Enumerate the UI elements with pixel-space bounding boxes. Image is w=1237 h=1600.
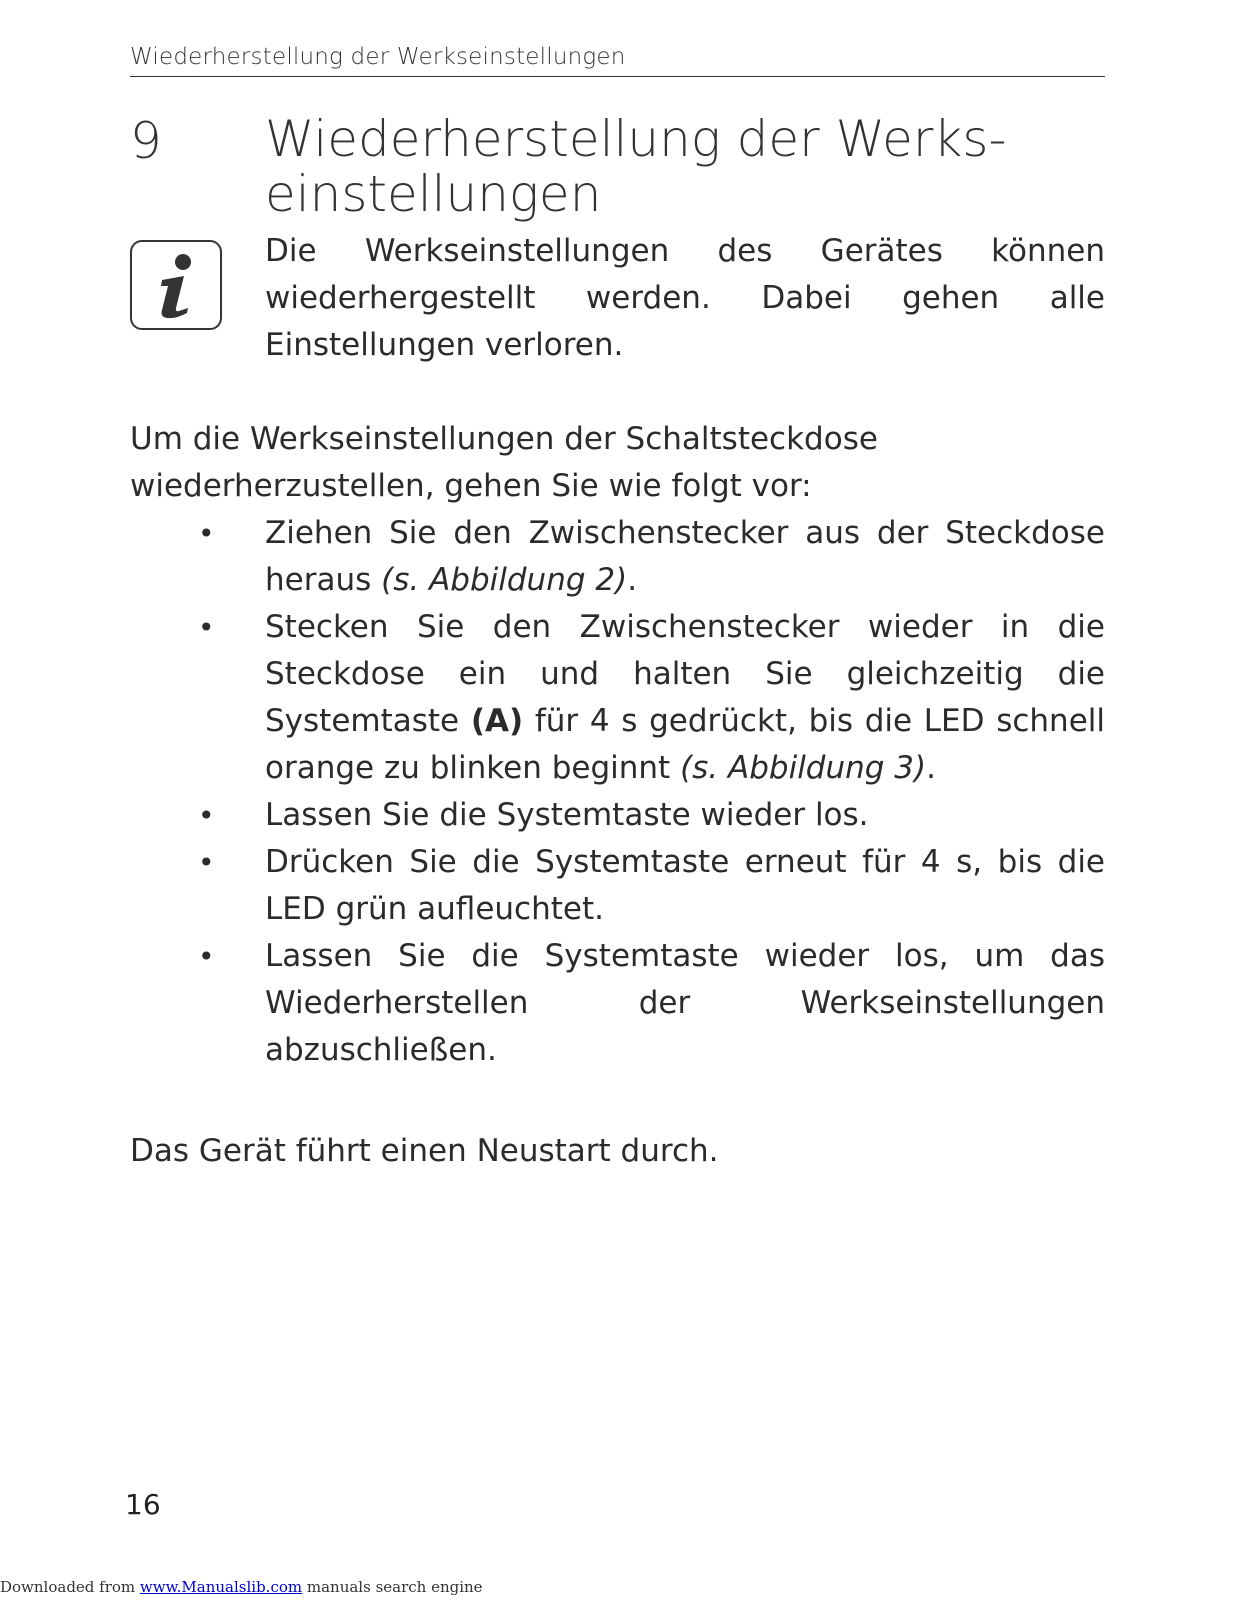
running-head: Wiederherstellung der Werkseinstellungen	[130, 44, 626, 70]
step-text: Ziehen Sie den Zwischenstecker aus der Steckdose heraus	[265, 515, 1105, 598]
chapter-title-line-2: einstellungen	[265, 165, 602, 223]
bullet: •	[198, 517, 215, 550]
chapter-number: 9	[130, 112, 162, 170]
step-text: Drücken Sie die Systemtaste erneut für 4 s, bis die LED grün aufleuchtet.	[265, 844, 1105, 927]
step-tail: .	[926, 750, 936, 786]
download-note-prefix: Downloaded from	[0, 1578, 140, 1596]
download-note-suffix: manuals search engine	[302, 1578, 483, 1596]
step-text: Lassen Sie die Systemtaste wieder los.	[265, 797, 869, 833]
download-note	[0, 1578, 483, 1596]
list-item	[130, 792, 1105, 839]
bullet: •	[198, 846, 215, 879]
list-item	[130, 604, 1105, 792]
info-icon	[130, 240, 222, 330]
header-rule	[130, 76, 1105, 77]
figure-reference: (s. Abbildung 3)	[680, 750, 927, 786]
list-item	[130, 933, 1105, 1074]
figure-reference: (s. Abbildung 2)	[381, 562, 628, 598]
steps-list	[130, 510, 1105, 1074]
page-number: 16	[125, 1488, 161, 1521]
key-label: (A)	[470, 703, 524, 739]
info-note-text: Die Werkseinstellungen des Gerätes können wiederhergestellt werden. Dabei gehen alle Einstellungen verloren.	[265, 233, 1105, 363]
step-text: für 4 s gedrückt, bis die LED schnell orange zu blinken beginnt	[265, 703, 1105, 786]
step-text: Stecken Sie den Zwischenstecker wieder in die Steckdose ein und halten Sie gleichzeitig die Systemtaste	[265, 609, 1105, 739]
intro-paragraph: Um die Werkseinstellungen der Schaltsteckdose wiederherzustellen, gehen Sie wie folgt vor:	[130, 421, 878, 504]
list-item	[130, 839, 1105, 933]
bullet: •	[198, 611, 215, 644]
chapter-title-line-1: Wiederherstellung der Werks-	[265, 110, 1007, 168]
manualslib-link[interactable]: www.Manualslib.com	[139, 1578, 303, 1596]
info-glyph-icon	[132, 242, 220, 328]
step-text: Lassen Sie die Systemtaste wieder los, um das Wiederherstellen der Werkseinstellungen abzuschließen.	[265, 938, 1105, 1068]
bullet: •	[198, 799, 215, 832]
closing-paragraph: Das Gerät führt einen Neustart durch.	[130, 1133, 719, 1169]
list-item	[130, 510, 1105, 604]
step-tail: .	[627, 562, 638, 598]
chapter-title	[265, 112, 1105, 222]
bullet: •	[198, 940, 215, 973]
